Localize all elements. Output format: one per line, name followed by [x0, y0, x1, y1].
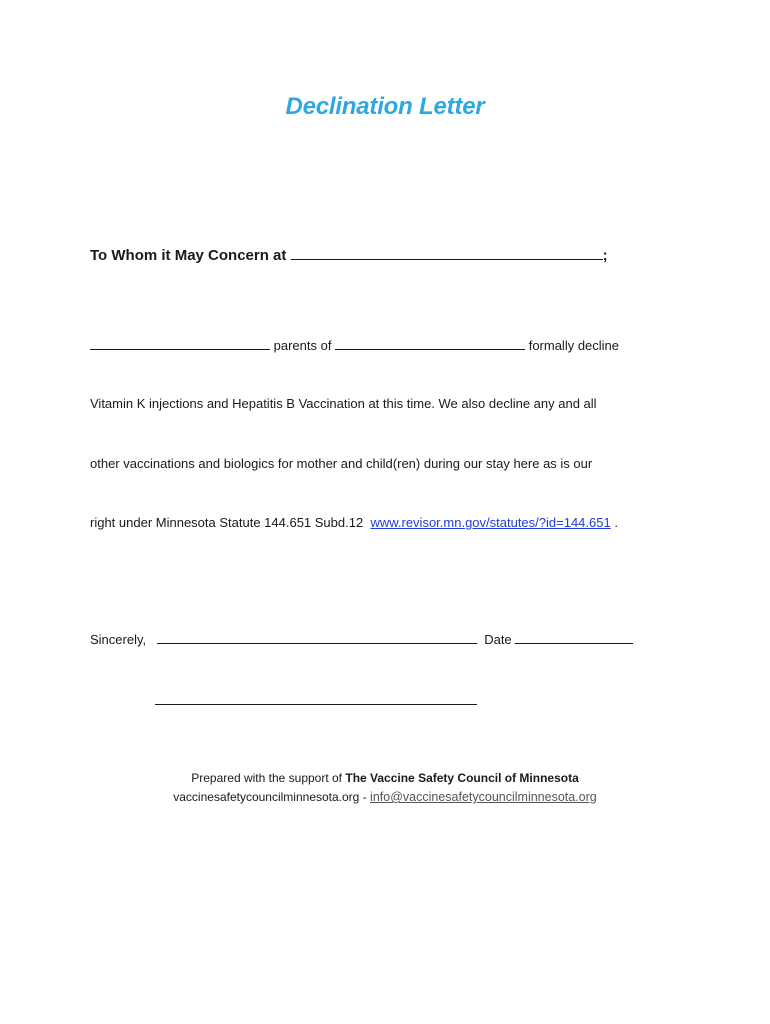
- email-link[interactable]: info@vaccinesafetycouncilminnesota.org: [370, 790, 597, 804]
- second-signature-blank[interactable]: [155, 692, 477, 705]
- separator: -: [362, 790, 367, 804]
- statute-link[interactable]: www.revisor.mn.gov/statutes/?id=144.651: [370, 515, 611, 530]
- salutation-suffix: ;: [602, 247, 608, 264]
- body-line-3: other vaccinations and biologics for mother and child(ren) during our stay here as is our: [90, 456, 593, 471]
- parents-of-text: parents of: [273, 338, 332, 353]
- body-line-2: Vitamin K injections and Hepatitis B Vaccination at this time. We also decline any and all: [90, 396, 597, 411]
- body-line-4: [90, 515, 618, 530]
- organization-name: The Vaccine Safety Council of Minnesota: [345, 771, 579, 785]
- footer-contact: [0, 790, 770, 804]
- facility-name-blank[interactable]: [291, 247, 603, 260]
- statute-text: right under Minnesota Statute 144.651 Subd.12: [90, 515, 364, 530]
- formally-decline-text: formally decline: [528, 338, 620, 353]
- sincerely-text: Sincerely,: [90, 632, 147, 647]
- parents-names-blank[interactable]: [90, 337, 270, 350]
- body-line-1: [90, 337, 619, 353]
- salutation: [90, 247, 608, 264]
- date-label: Date: [484, 632, 512, 647]
- footer-prepared: [0, 771, 770, 785]
- date-blank[interactable]: [515, 631, 633, 644]
- salutation-text: To Whom it May Concern at: [90, 247, 287, 264]
- signature-line: [90, 631, 633, 647]
- child-name-blank[interactable]: [335, 337, 525, 350]
- page-title: Declination Letter: [285, 93, 485, 120]
- signature-blank[interactable]: [157, 631, 477, 644]
- line-end-period: .: [614, 515, 618, 530]
- prepared-text: Prepared with the support of: [191, 771, 343, 785]
- website-text: vaccinesafetycouncilminnesota.org: [173, 790, 360, 804]
